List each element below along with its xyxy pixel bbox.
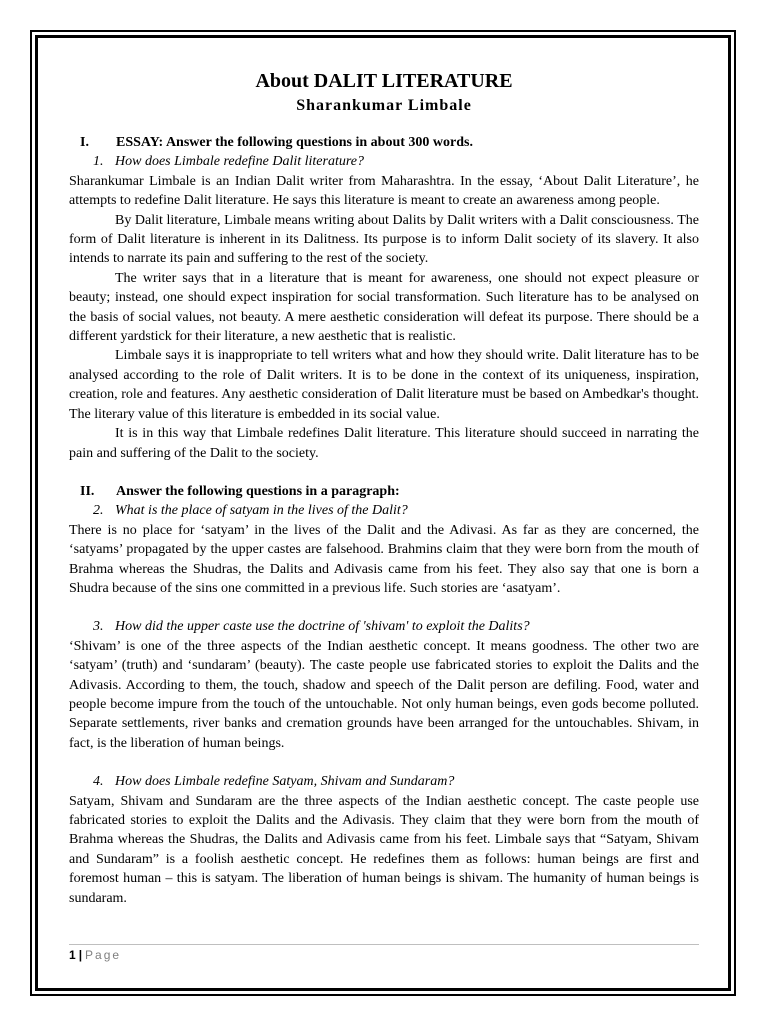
page-footer — [69, 944, 699, 962]
question-number: 4. — [93, 774, 104, 790]
question — [69, 617, 699, 636]
question-text: How does Limbale redefine Dalit literature? — [115, 154, 364, 170]
footer-separator: | — [78, 948, 83, 962]
question — [69, 772, 699, 791]
document-title: About DALIT LITERATURE — [255, 70, 513, 92]
section-numeral: II. — [80, 483, 95, 499]
answer-paragraph: It is in this way that Limbale redefines Dalit literature. This literature should succeed in narrating the pain and suffering of the Dalit to the society. — [69, 426, 699, 461]
question-text: What is the place of satyam in the lives of the Dalit? — [115, 503, 408, 519]
question-number: 1. — [93, 154, 104, 170]
question-text: How did the upper caste use the doctrine of 'shivam' to exploit the Dalits? — [115, 619, 530, 635]
answer-paragraph: Sharankumar Limbale is an Indian Dalit writer from Maharashtra. In the essay, ‘About Dalit Literature’, he attempts to redefine Dalit literature. He says this literature is meant to create an awareness among people. — [69, 173, 699, 209]
page-number: 1 — [69, 948, 76, 962]
document-body — [69, 69, 699, 908]
question — [69, 152, 699, 171]
answer-paragraph: Satyam, Shivam and Sundaram are the three aspects of the Indian aesthetic concept. The caste people use fabricated stories to exploit the Dalits and the Adivasis. They claim that they were born from the mouth of Brahma whereas the Shudras, the Dalits and Adivasis came from his feet. Limbale says that “Satyam, Shivam and Sundaram” is a foolish aesthetic concept. He redefines them as follows: human beings are first and foremost human – this is satyam. The liberation of human beings is shivam. The humanity of human beings is sundaram. — [69, 793, 699, 906]
question — [69, 501, 699, 520]
question-number: 3. — [93, 619, 104, 635]
section-numeral: I. — [80, 135, 89, 150]
question-text: How does Limbale redefine Satyam, Shivam and Sundaram? — [115, 774, 455, 790]
section-heading — [69, 482, 699, 501]
section-heading — [69, 133, 699, 152]
answer-paragraph: ‘Shivam’ is one of the three aspects of the Indian aesthetic concept. It means goodness. The other two are ‘satyam’ (truth) and ‘sundaram’ (beauty). The caste people use fabricated stories to exploit the Dalits and the Adivasis. According to them, the touch, shadow and speech of the Dalit person are defiling. Food, water and people become impure from the touch of the untouchable. Not only human beings, even gods become polluted. Separate settlements, river banks and cremation grounds have been arranged for the untouchables. Shivam, in fact, is the liberation of human beings. — [69, 638, 699, 751]
section-heading-text: Answer the following questions in a paragraph: — [116, 483, 400, 499]
answer-paragraph: The writer says that in a literature that is meant for awareness, one should not expect pleasure or beauty; instead, one should expect inspiration for social transformation. Such literature has to be analysed on the basis of social values, not beauty. A mere aesthetic consideration will defeat its purpose. There should be a different yardstick for their literature, a new aesthetic that is realistic. — [69, 270, 699, 345]
section-heading-text: ESSAY: Answer the following questions in about 300 words. — [116, 135, 473, 150]
answer-paragraph: There is no place for ‘satyam’ in the lives of the Dalit and the Adivasi. As far as they are concerned, the ‘satyams’ propagated by the upper castes are falsehood. Brahmins claim that they were born from the mouth of Brahma whereas the Shudras, the Dalits and Adivasis came from his feet. They also say that one is born a Shudra because of the sins one committed in a previous life. Such stories are ‘asatyam’. — [69, 522, 699, 596]
answer-paragraph: By Dalit literature, Limbale means writing about Dalits by Dalit writers with a Dalit consciousness. The form of Dalit literature is inherent in its Dalitness. Its purpose is to inform Dalit society of its slavery. It also intends to narrate its pain and suffering to the rest of the society. — [69, 212, 699, 267]
spacer — [69, 463, 699, 482]
spacer — [69, 598, 699, 617]
document-author: Sharankumar Limbale — [296, 97, 472, 114]
answer-paragraph: Limbale says it is inappropriate to tell writers what and how they should write. Dalit literature has to be analysed according to the role of Dalit writers. It is to be done in the context of its uniqueness, inspiration, creation, role and features. Any aesthetic consideration of Dalit literature must be based on Ambedkar's thought. The literary value of this literature is embedded in its social value. — [69, 348, 699, 422]
question-number: 2. — [93, 503, 104, 519]
page-label: Page — [85, 948, 122, 962]
spacer — [69, 753, 699, 772]
